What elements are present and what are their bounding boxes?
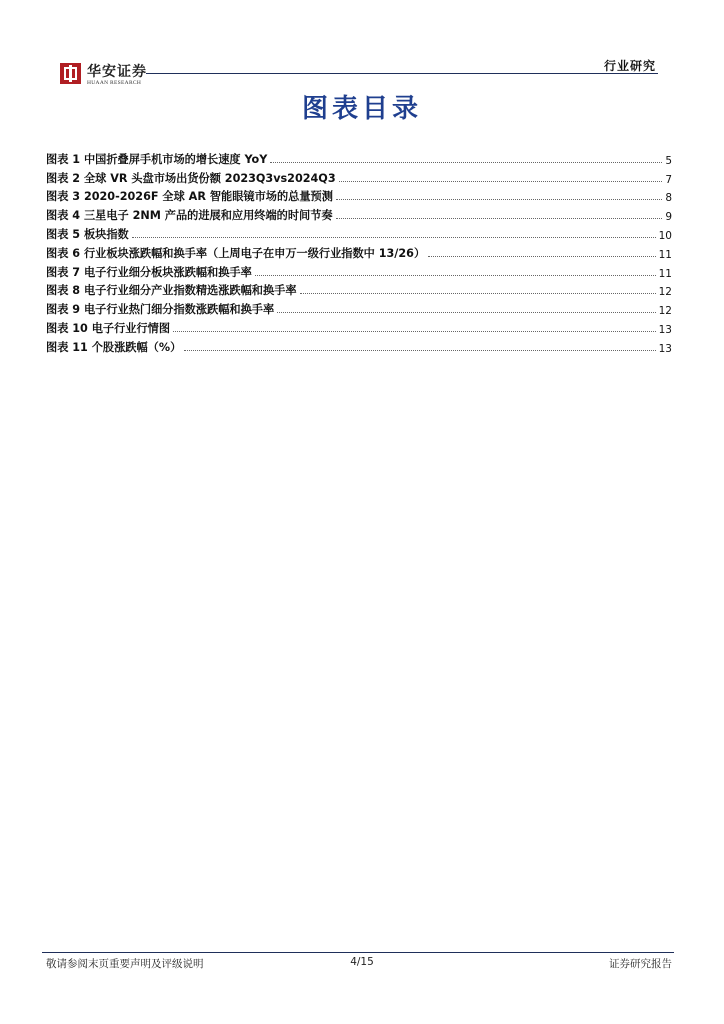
toc-leader-dots (132, 237, 656, 238)
toc-entry-page: 12 (658, 286, 672, 299)
toc-entry-label: 图表 5 板块指数 (46, 227, 129, 241)
logo-english-name: HUAAN RESEARCH (87, 80, 142, 86)
toc-entry-page: 5 (665, 154, 672, 167)
logo-chinese-name: 华安证券 (87, 64, 147, 80)
toc-entry-page: 13 (658, 342, 672, 355)
toc-entry-label: 图表 10 电子行业行情图 (46, 321, 171, 335)
toc-entry[interactable] (46, 298, 672, 317)
page-title: 图表目录 (301, 94, 422, 124)
footer-page-number: 4/15 (350, 956, 374, 968)
toc-entry[interactable] (46, 167, 672, 186)
toc-entry-label: 图表 3 2020-2026F 全球 AR 智能眼镜市场的总量预测 (46, 190, 333, 204)
toc-entry[interactable] (46, 336, 672, 355)
toc-entry-page: 8 (665, 192, 672, 205)
toc-leader-dots (428, 256, 655, 257)
toc-entry-label: 图表 11 个股涨跌幅（%） (46, 340, 182, 354)
toc-entry-label: 图表 1 中国折叠屏手机市场的增长速度 YoY (46, 152, 268, 166)
toc-entry-page: 9 (665, 211, 672, 224)
toc-entry[interactable] (46, 186, 672, 205)
toc-leader-dots (173, 331, 656, 332)
toc-entry-page: 7 (665, 173, 672, 186)
footer-disclaimer: 敬请参阅末页重要声明及评级说明 (46, 958, 204, 970)
toc-entry-label: 图表 7 电子行业细分板块涨跌幅和换手率 (46, 265, 252, 279)
toc-entry[interactable] (46, 261, 672, 280)
toc-entry[interactable] (46, 280, 672, 299)
footer-divider (42, 952, 674, 953)
header-divider (146, 73, 658, 74)
toc-entry-label: 图表 6 行业板块涨跌幅和换手率（上周电子在申万一级行业指数中 13/26） (46, 246, 426, 260)
footer-report-type: 证券研究报告 (609, 958, 672, 970)
company-logo (60, 63, 160, 89)
toc-leader-dots (336, 218, 663, 219)
toc-entry-page: 13 (658, 323, 672, 336)
toc-leader-dots (184, 350, 655, 351)
toc-entry[interactable] (46, 242, 672, 261)
toc-entry[interactable] (46, 223, 672, 242)
toc-entry-label: 图表 9 电子行业热门细分指数涨跌幅和换手率 (46, 303, 275, 317)
toc-entry-label: 图表 4 三星电子 2NM 产品的进展和应用终端的时间节奏 (46, 209, 333, 223)
toc-leader-dots (277, 312, 655, 313)
toc-entry-label: 图表 2 全球 VR 头盘市场出货份额 2023Q3vs2024Q3 (46, 171, 336, 185)
toc-entry[interactable] (46, 317, 672, 336)
toc-leader-dots (300, 293, 656, 294)
toc-leader-dots (255, 275, 656, 276)
section-tag: 行业研究 (603, 59, 656, 73)
toc-entry[interactable] (46, 148, 672, 167)
table-of-figures (46, 148, 672, 355)
toc-entry[interactable] (46, 204, 672, 223)
toc-entry-page: 11 (658, 267, 672, 280)
toc-entry-page: 10 (658, 229, 672, 242)
toc-entry-page: 12 (658, 305, 672, 318)
toc-leader-dots (339, 181, 663, 182)
logo-mark-icon (60, 63, 81, 84)
toc-leader-dots (270, 162, 662, 163)
toc-entry-label: 图表 8 电子行业细分产业指数精选涨跌幅和换手率 (46, 284, 297, 298)
toc-leader-dots (336, 199, 662, 200)
toc-entry-page: 11 (658, 248, 672, 261)
